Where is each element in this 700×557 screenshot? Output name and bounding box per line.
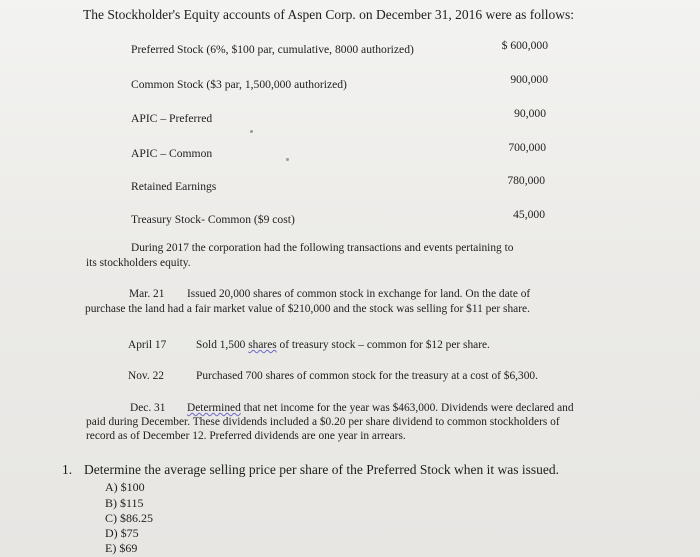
transaction-mar21-line-1: Issued 20,000 shares of common stock in exchange for land. On the date of <box>187 288 531 300</box>
transaction-apr17-pre: Sold 1,500 <box>196 339 246 351</box>
account-value-retained-earnings: 780,000 <box>507 174 545 187</box>
transaction-date-nov22: Nov. 22 <box>128 370 164 382</box>
answer-option-d[interactable]: D) $75 <box>105 526 139 540</box>
account-label-treasury-stock: Treasury Stock- Common ($9 cost) <box>131 213 295 226</box>
transaction-date-apr17: April 17 <box>128 339 167 351</box>
account-label-preferred-stock: Preferred Stock (6%, $100 par, cumulative, 8000 authorized) <box>131 43 414 56</box>
question-number: 1. <box>62 462 73 477</box>
intro-line-2: its stockholders equity. <box>86 257 191 269</box>
transaction-dec31-rest: that net income for the year was $463,000. Dividends were declared and <box>240 402 574 414</box>
account-label-apic-preferred: APIC – Preferred <box>131 112 213 125</box>
answer-option-b[interactable]: B) $115 <box>105 496 144 510</box>
transaction-date-dec31: Dec. 31 <box>130 402 166 414</box>
account-value-apic-preferred: 90,000 <box>514 107 546 120</box>
transaction-apr17-underlined: shares <box>248 339 277 351</box>
answer-option-a[interactable]: A) $100 <box>105 480 145 494</box>
account-value-preferred-stock: $ 600,000 <box>501 39 548 52</box>
account-label-common-stock: Common Stock ($3 par, 1,500,000 authorized) <box>131 78 347 91</box>
account-label-apic-common: APIC – Common <box>131 147 213 160</box>
transaction-dec31-line-1 <box>187 401 574 415</box>
transaction-apr17-post: of treasury stock – common for $12 per share. <box>276 339 490 351</box>
answer-option-c[interactable]: C) $86.25 <box>105 511 153 525</box>
intro-line-1: During 2017 the corporation had the following transactions and events pertaining to <box>131 242 514 254</box>
transaction-dec31-line-3: record as of December 12. Preferred dividends are one year in arrears. <box>86 430 406 442</box>
transaction-mar21-line-2: purchase the land had a fair market value of $210,000 and the stock was selling for $11 per share. <box>85 303 530 315</box>
transaction-apr17-text <box>196 338 490 352</box>
transaction-dec31-line-2: paid during December. These dividends included a $0.20 per share dividend to common stockholders of <box>86 416 560 428</box>
answer-option-e[interactable]: E) $69 <box>105 541 138 555</box>
question-text: Determine the average selling price per share of the Preferred Stock when it was issued. <box>84 462 559 477</box>
account-value-treasury-stock: 45,000 <box>513 208 545 221</box>
paper-speck <box>286 158 289 161</box>
transaction-nov22-text: Purchased 700 shares of common stock for the treasury at a cost of $6,300. <box>196 370 538 382</box>
transaction-date-mar21: Mar. 21 <box>129 288 165 300</box>
page-title: The Stockholder's Equity accounts of Aspen Corp. on December 31, 2016 were as follows: <box>83 7 574 22</box>
account-label-retained-earnings: Retained Earnings <box>131 180 217 193</box>
account-value-common-stock: 900,000 <box>510 73 548 86</box>
paper-speck <box>250 130 253 133</box>
account-value-apic-common: 700,000 <box>508 141 546 154</box>
transaction-dec31-underlined: Determined <box>187 402 241 414</box>
